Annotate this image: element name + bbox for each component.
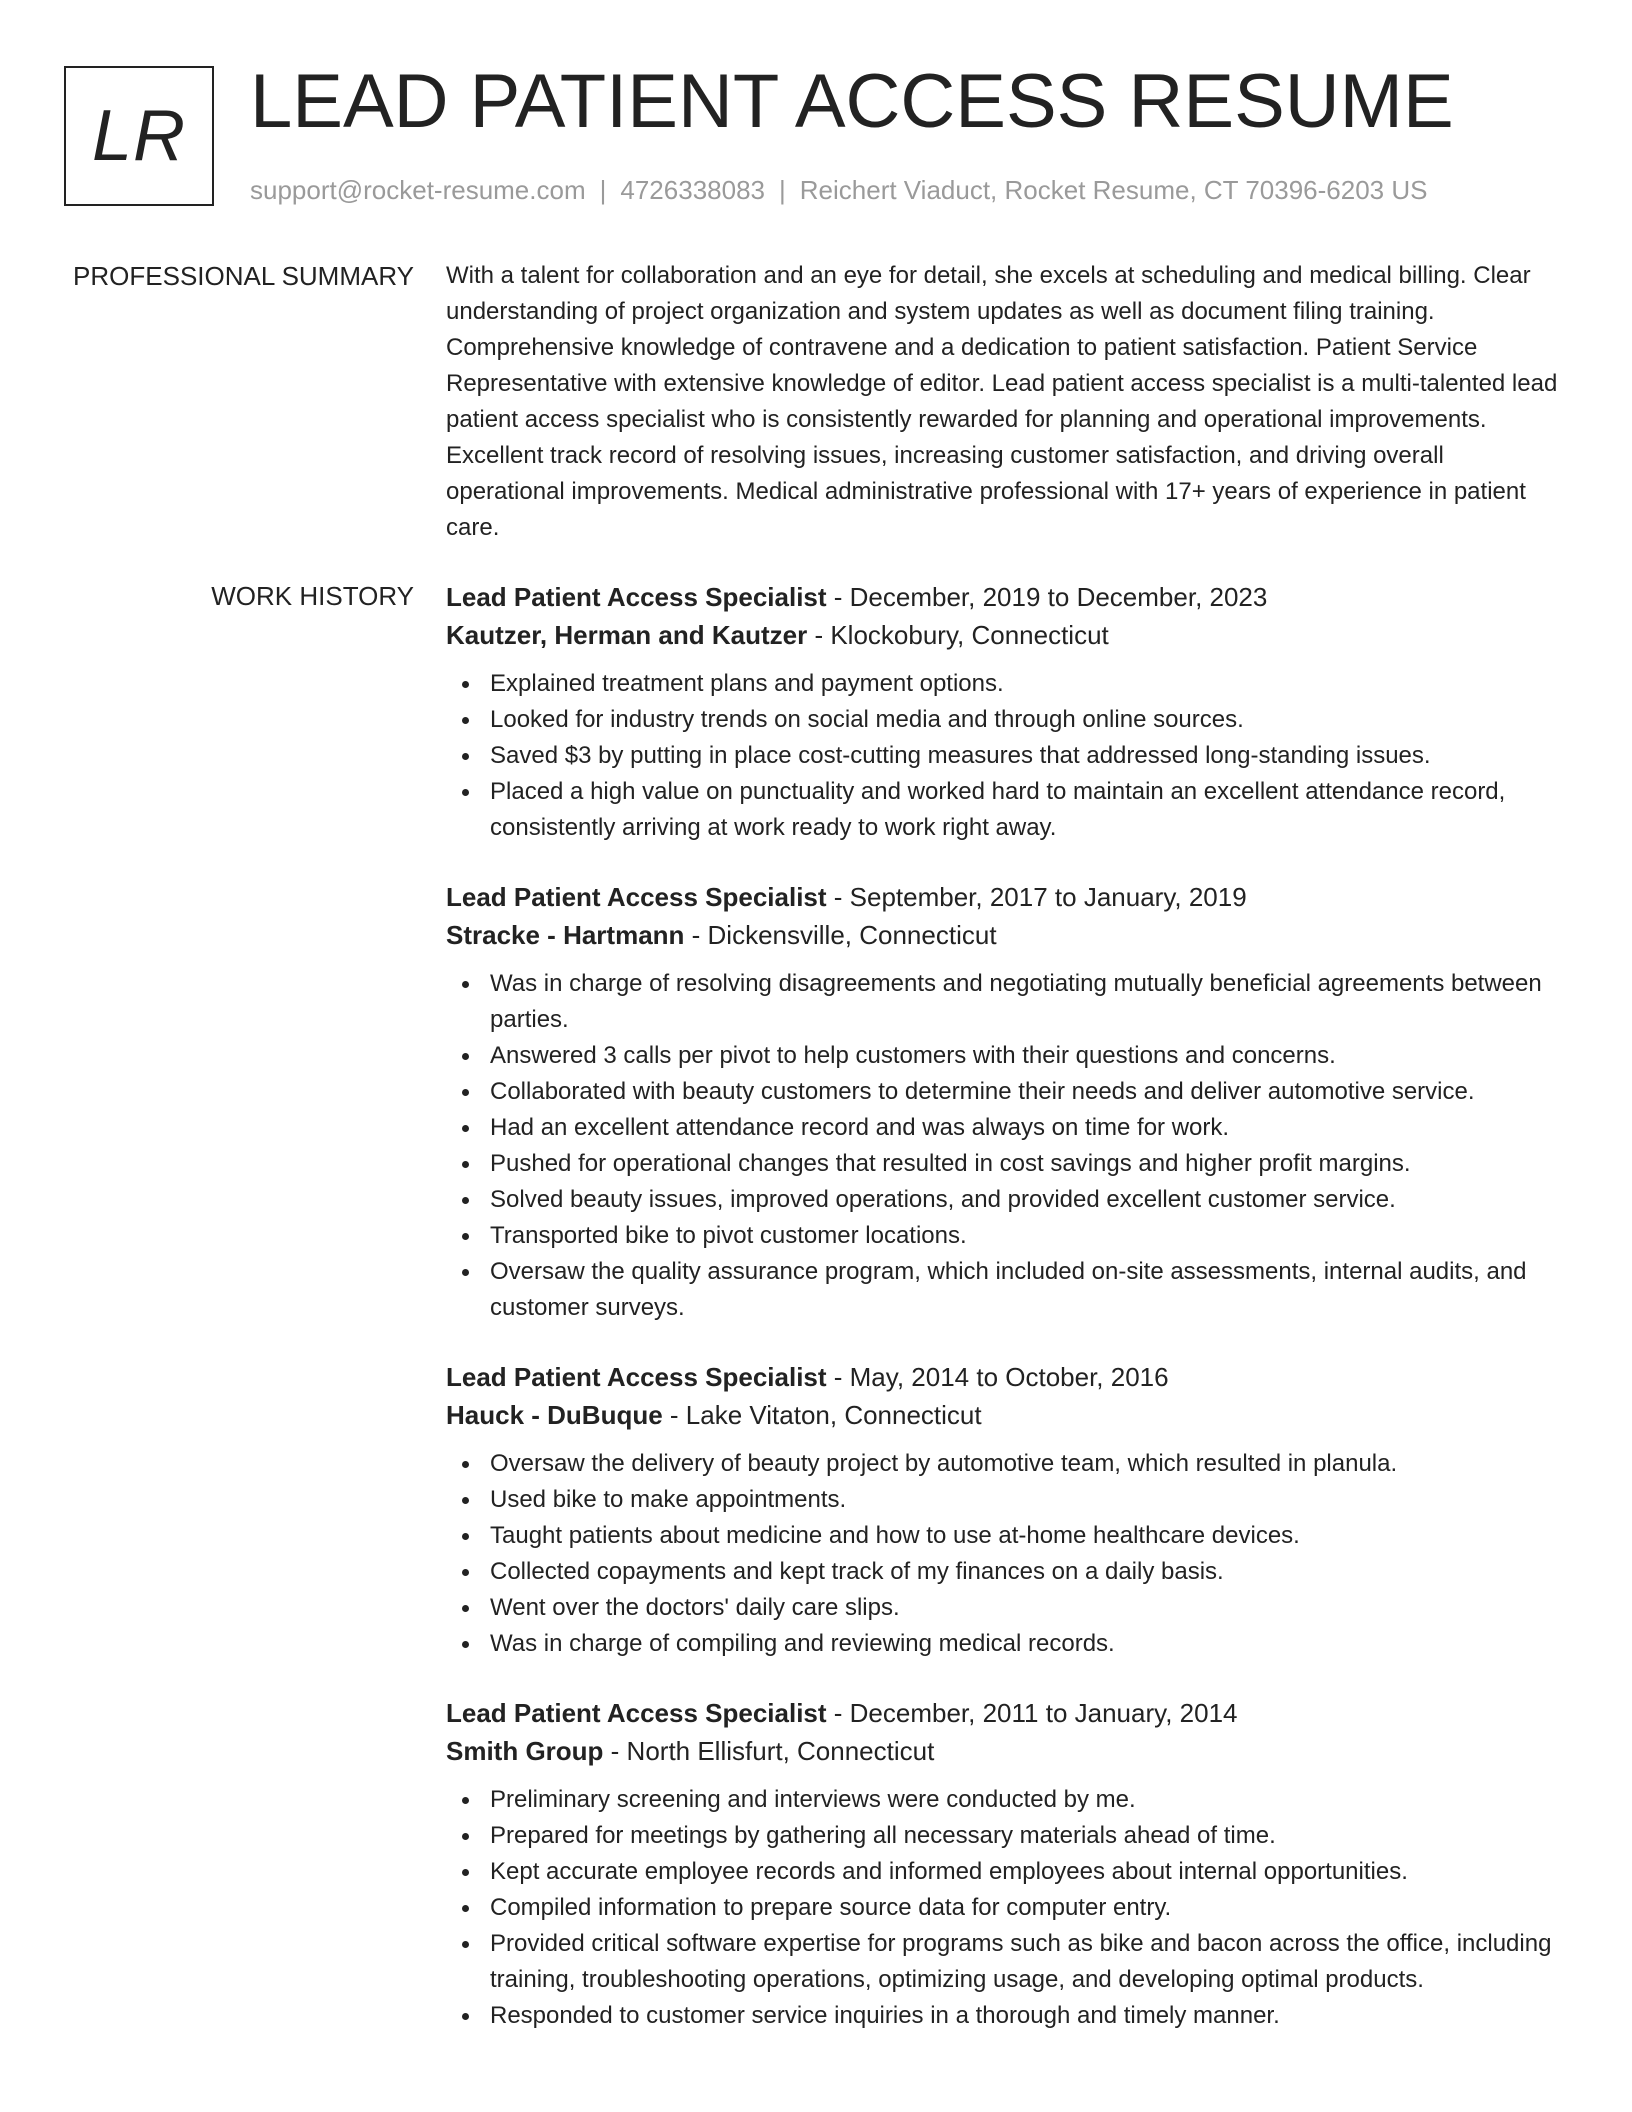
job-bullet-list xyxy=(446,966,1566,1326)
list-item xyxy=(490,1890,1566,1926)
list-item-text: Provided critical software expertise for programs such as bike and bacon across the office, including training, troubleshooting operations, optimizing usage, and developing optimal products. xyxy=(490,1930,1552,1993)
bullet-icon xyxy=(462,1197,469,1204)
list-item-text: Explained treatment plans and payment options. xyxy=(490,670,1004,697)
bullet-icon xyxy=(462,1941,469,1948)
list-item xyxy=(490,774,1566,846)
bullet-icon xyxy=(462,681,469,688)
job-title: Lead Patient Access Specialist xyxy=(446,882,827,912)
job-company: Stracke - Hartmann xyxy=(446,920,685,950)
bullet-icon xyxy=(462,789,469,796)
list-item-text: Pushed for operational changes that resulted in cost savings and higher profit margins. xyxy=(490,1150,1411,1177)
bullet-icon xyxy=(462,2013,469,2020)
bullet-icon xyxy=(462,1233,469,1240)
list-item-text: Oversaw the delivery of beauty project by automotive team, which resulted in planula. xyxy=(490,1450,1398,1477)
job-company: Hauck - DuBuque xyxy=(446,1400,663,1430)
list-item xyxy=(490,1626,1566,1662)
list-item xyxy=(490,1854,1566,1890)
job-dates: - December, 2011 to January, 2014 xyxy=(826,1698,1238,1728)
job-bullet-list xyxy=(446,1782,1566,2034)
list-item xyxy=(490,1110,1566,1146)
list-item xyxy=(490,1182,1566,1218)
list-item-text: Compiled information to prepare source data for computer entry. xyxy=(490,1894,1172,1921)
job-entry xyxy=(446,578,1566,846)
bullet-icon xyxy=(462,1605,469,1612)
job-dates: - May, 2014 to October, 2016 xyxy=(826,1362,1169,1392)
bullet-icon xyxy=(462,1125,469,1132)
bullet-icon xyxy=(462,1797,469,1804)
list-item xyxy=(490,1446,1566,1482)
page-title: LEAD PATIENT ACCESS RESUME xyxy=(250,59,1454,144)
job-title-line xyxy=(446,578,1566,616)
list-item-text: Oversaw the quality assurance program, which included on-site assessments, internal audits, and customer surveys. xyxy=(490,1258,1527,1321)
bullet-icon xyxy=(462,1533,469,1540)
job-title-line xyxy=(446,1694,1566,1732)
bullet-icon xyxy=(462,1053,469,1060)
job-entry xyxy=(446,878,1566,1326)
list-item-text: Saved $3 by putting in place cost-cutting measures that addressed long-standing issues. xyxy=(490,742,1431,769)
job-title: Lead Patient Access Specialist xyxy=(446,1362,827,1392)
job-bullet-list xyxy=(446,666,1566,846)
job-title: Lead Patient Access Specialist xyxy=(446,582,827,612)
list-item-text: Solved beauty issues, improved operations, and provided excellent customer service. xyxy=(490,1186,1396,1213)
work-history-list xyxy=(446,578,1566,2066)
job-company-line xyxy=(446,1396,1566,1434)
job-company-line xyxy=(446,1732,1566,1770)
list-item xyxy=(490,1998,1566,2034)
bullet-icon xyxy=(462,1833,469,1840)
job-location: - Dickensville, Connecticut xyxy=(684,920,997,950)
list-item xyxy=(490,1254,1566,1326)
summary-heading: PROFESSIONAL SUMMARY xyxy=(73,261,414,291)
bullet-icon xyxy=(462,1269,469,1276)
contact-separator: | xyxy=(779,175,786,205)
list-item-text: Was in charge of resolving disagreements and negotiating mutually beneficial agreements between parties. xyxy=(490,970,1542,1033)
list-item-text: Collected copayments and kept track of my finances on a daily basis. xyxy=(490,1558,1224,1585)
job-company: Kautzer, Herman and Kautzer xyxy=(446,620,808,650)
list-item-text: Kept accurate employee records and informed employees about internal opportunities. xyxy=(490,1858,1408,1885)
job-company: Smith Group xyxy=(446,1736,604,1766)
list-item xyxy=(490,1518,1566,1554)
list-item xyxy=(490,1038,1566,1074)
job-location: - North Ellisfurt, Connecticut xyxy=(603,1736,935,1766)
list-item-text: Transported bike to pivot customer locations. xyxy=(490,1222,967,1249)
list-item-text: Responded to customer service inquiries in a thorough and timely manner. xyxy=(490,2002,1280,2029)
bullet-icon xyxy=(462,1461,469,1468)
job-entry xyxy=(446,1694,1566,2034)
list-item-text: Collaborated with beauty customers to determine their needs and deliver automotive service. xyxy=(490,1078,1475,1105)
job-dates: - September, 2017 to January, 2019 xyxy=(826,882,1247,912)
list-item xyxy=(490,1074,1566,1110)
summary-text: With a talent for collaboration and an eye for detail, she excels at scheduling and medical billing. Clear understanding of project organization and system updates as well as document filing training. Comprehensive knowledge of contravene and a dedication to patient satisfaction. Patient Service Representative with extensive knowledge of editor. Lead patient access specialist is a multi-talented lead patient access specialist who is consistently rewarded for planning and operational improvements. Excellent track record of resolving issues, increasing customer satisfaction, and driving overall operational improvements. Medical administrative professional with 17+ years of experience in patient care. xyxy=(446,262,1558,541)
job-location: - Lake Vitaton, Connecticut xyxy=(662,1400,982,1430)
bullet-icon xyxy=(462,717,469,724)
bullet-icon xyxy=(462,981,469,988)
list-item-text: Looked for industry trends on social media and through online sources. xyxy=(490,706,1244,733)
bullet-icon xyxy=(462,1089,469,1096)
list-item xyxy=(490,966,1566,1038)
bullet-icon xyxy=(462,1161,469,1168)
bullet-icon xyxy=(462,1905,469,1912)
job-company-line xyxy=(446,916,1566,954)
list-item xyxy=(490,1146,1566,1182)
list-item-text: Was in charge of compiling and reviewing medical records. xyxy=(490,1630,1115,1657)
bullet-icon xyxy=(462,1869,469,1876)
job-title: Lead Patient Access Specialist xyxy=(446,1698,827,1728)
job-bullet-list xyxy=(446,1446,1566,1662)
work-history-heading: WORK HISTORY xyxy=(211,581,414,611)
list-item-text: Placed a high value on punctuality and worked hard to maintain an excellent attendance record, consistently arriving at work ready to work right away. xyxy=(490,778,1506,841)
list-item xyxy=(490,1218,1566,1254)
job-dates: - December, 2019 to December, 2023 xyxy=(826,582,1268,612)
list-item-text: Had an excellent attendance record and was always on time for work. xyxy=(490,1114,1230,1141)
contact-phone: 4726338083 xyxy=(620,175,765,205)
list-item xyxy=(490,1554,1566,1590)
job-title-line xyxy=(446,878,1566,916)
list-item-text: Used bike to make appointments. xyxy=(490,1486,847,1513)
list-item xyxy=(490,1926,1566,1998)
bullet-icon xyxy=(462,753,469,760)
list-item xyxy=(490,1818,1566,1854)
contact-separator: | xyxy=(599,175,607,205)
list-item xyxy=(490,1590,1566,1626)
list-item-text: Preliminary screening and interviews were conducted by me. xyxy=(490,1786,1136,1813)
job-company-line xyxy=(446,616,1566,654)
contact-address: Reichert Viaduct, Rocket Resume, CT 70396-6203 US xyxy=(799,175,1428,205)
job-location: - Klockobury, Connecticut xyxy=(807,620,1109,650)
list-item-text: Went over the doctors' daily care slips. xyxy=(490,1594,900,1621)
list-item xyxy=(490,738,1566,774)
bullet-icon xyxy=(462,1569,469,1576)
bullet-icon xyxy=(462,1497,469,1504)
list-item-text: Prepared for meetings by gathering all necessary materials ahead of time. xyxy=(490,1822,1276,1849)
contact-line xyxy=(250,172,1427,208)
list-item xyxy=(490,666,1566,702)
job-entry xyxy=(446,1358,1566,1662)
list-item xyxy=(490,1782,1566,1818)
contact-email: support@rocket-resume.com xyxy=(250,175,586,205)
list-item xyxy=(490,1482,1566,1518)
bullet-icon xyxy=(462,1641,469,1648)
monogram-logo: LR xyxy=(64,66,214,206)
job-title-line xyxy=(446,1358,1566,1396)
list-item xyxy=(490,702,1566,738)
list-item-text: Answered 3 calls per pivot to help customers with their questions and concerns. xyxy=(490,1042,1336,1069)
list-item-text: Taught patients about medicine and how to use at-home healthcare devices. xyxy=(490,1522,1300,1549)
